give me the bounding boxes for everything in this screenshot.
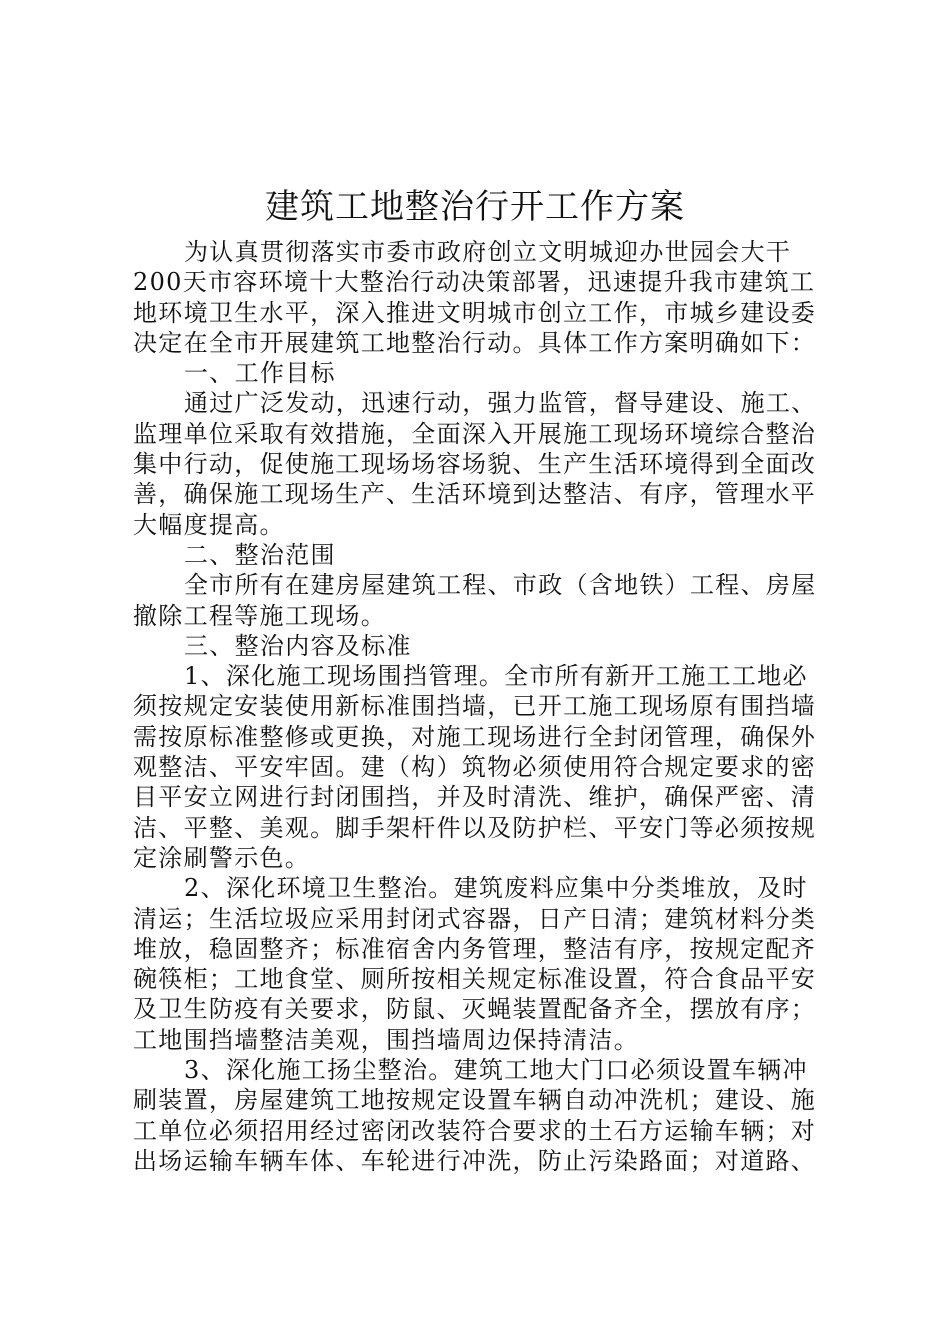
text-line: 全市所有在建房屋建筑工程、市政（含地铁）工程、房屋 [184,571,817,600]
text-line: 一、工作目标 [184,359,336,388]
text-line: 堆放，稳固整齐；标准宿舍内务管理，整洁有序，按规定配齐 [133,934,817,963]
text-line: 通过广泛发动，迅速行动，强力监管，督导建设、施工、 [184,389,817,418]
text-line: 三、整治内容及标准 [184,631,412,660]
text-line: 洁、平整、美观。脚手架杆件以及防护栏、平安门等必须按规 [133,813,817,842]
text-line: 1、深化施工现场围挡管理。全市所有新开工施工工地必 [184,662,808,691]
text-line: 观整洁、平安牢固。建（构）筑物必须使用符合规定要求的密 [133,753,817,782]
text-line: 撤除工程等施工现场。 [133,601,386,630]
text-line: 须按规定安装使用新标准围挡墙，已开工施工现场原有围挡墙 [133,692,817,721]
text-line: 地环境卫生水平，深入推进文明城市创立工作，市城乡建设委 [133,298,817,327]
document-body [133,237,823,1176]
paragraph [133,237,823,358]
paragraph [133,358,823,388]
paragraph [133,570,823,631]
document-title: 建筑工地整治行开工作方案 [265,187,685,227]
paragraph [133,631,823,661]
text-line: 决定在全市开展建筑工地整治行动。具体工作方案明确如下： [133,328,817,357]
text-line: 善，确保施工现场生产、生活环境到达整洁、有序，管理水平 [133,480,817,509]
text-line: 出场运输车辆车体、车轮进行冲洗，防止污染路面；对道路、 [133,1146,817,1175]
paragraph [133,388,823,539]
text-line: 定涂刷警示色。 [133,843,311,872]
paragraph [133,873,823,1055]
paragraph [133,661,823,873]
text-line: 监理单位采取有效措施，全面深入开展施工现场环境综合整治 [133,419,817,448]
text-line: 2、深化环境卫生整治。建筑废料应集中分类堆放，及时 [184,874,808,903]
text-line: 目平安立网进行封闭围挡，并及时清洗、维护，确保严密、清 [133,783,817,812]
text-line: 二、整治范围 [184,540,336,569]
text-line: 为认真贯彻落实市委市政府创立文明城迎办世园会大干 [184,238,792,266]
text-line: 需按原标准整修或更换，对施工现场进行全封闭管理，确保外 [133,722,817,751]
text-line: 3、深化施工扬尘整治。建筑工地大门口必须设置车辆冲 [184,1056,808,1085]
paragraph [133,1055,823,1176]
text-line: 200天市容环境十大整治行动决策部署，迅速提升我市建筑工 [133,268,816,297]
text-line: 清运；生活垃圾应采用封闭式容器，日产日清；建筑材料分类 [133,904,817,933]
paragraph [133,540,823,570]
text-line: 及卫生防疫有关要求，防鼠、灭蝇装置配备齐全，摆放有序； [133,995,817,1024]
text-line: 大幅度提高。 [133,510,285,539]
text-line: 集中行动，促使施工现场场容场貌、生产生活环境得到全面改 [133,450,817,479]
text-line: 工地围挡墙整洁美观，围挡墙周边保持清洁。 [133,1025,639,1054]
text-line: 碗筷柜；工地食堂、厕所按相关规定标准设置，符合食品平安 [133,965,817,994]
text-line: 刷装置，房屋建筑工地按规定设置车辆自动冲洗机；建设、施 [133,1086,817,1115]
text-line: 工单位必须招用经过密闭改装符合要求的土石方运输车辆；对 [133,1116,817,1145]
